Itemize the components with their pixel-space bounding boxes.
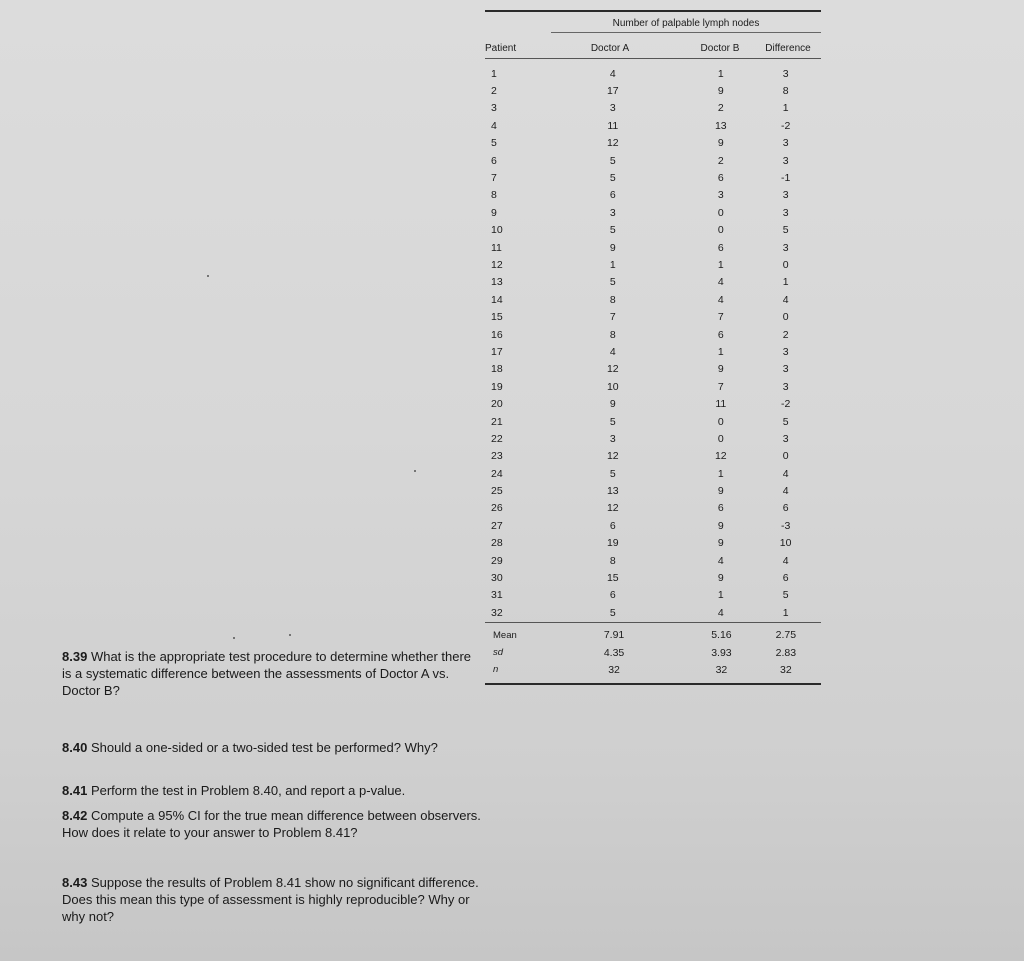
doctor-a-cell: 6 <box>609 589 616 602</box>
stats-row <box>485 661 821 678</box>
doctor-b-cell: 6 <box>717 172 724 185</box>
patient-cell: 31 <box>491 589 503 602</box>
patient-cell: 4 <box>491 119 497 132</box>
doctor-a-cell: 12 <box>606 363 619 376</box>
doctor-b-cell: 2 <box>717 102 724 115</box>
speck-mark <box>207 275 209 277</box>
table-body <box>485 59 821 622</box>
table-row <box>485 587 821 604</box>
difference-cell: 3 <box>782 345 789 358</box>
patient-cell: 6 <box>491 154 497 167</box>
table-row <box>485 222 821 239</box>
header-patient: Patient <box>485 43 517 54</box>
problem-8-41 <box>62 782 487 799</box>
doctor-a-cell: 6 <box>609 189 616 202</box>
difference-cell: -2 <box>780 119 791 132</box>
difference-cell: 4 <box>782 485 789 498</box>
difference-cell: 5 <box>782 415 789 428</box>
stat-difference: 2.75 <box>775 629 797 642</box>
table-row <box>485 152 821 169</box>
difference-cell: 4 <box>782 467 789 480</box>
doctor-a-cell: 12 <box>606 137 619 150</box>
problem-number: 8.39 <box>62 649 88 664</box>
table-row <box>485 343 821 360</box>
difference-cell: -1 <box>780 172 791 185</box>
problem-text: Compute a 95% CI for the true mean difference between observers. How does it relate to your answer to Problem 8.41? <box>62 808 481 841</box>
patient-cell: 25 <box>491 485 503 498</box>
difference-cell: 0 <box>782 450 789 463</box>
difference-cell: 3 <box>782 67 789 80</box>
stat-doctor-a: 4.35 <box>603 646 625 659</box>
stat-label: n <box>493 664 499 676</box>
doctor-b-cell: 4 <box>717 276 724 289</box>
doctor-b-cell: 4 <box>717 293 724 306</box>
doctor-b-cell: 0 <box>717 432 724 445</box>
table-row <box>485 482 821 499</box>
difference-cell: 0 <box>782 311 789 324</box>
stat-label: Mean <box>493 629 517 641</box>
problem-text: Should a one-sided or a two-sided test be performed? Why? <box>90 740 438 755</box>
table-row <box>485 308 821 325</box>
doctor-a-cell: 9 <box>609 241 616 254</box>
difference-cell: 5 <box>782 589 789 602</box>
table-row <box>485 135 821 152</box>
doctor-b-cell: 0 <box>717 206 724 219</box>
stats-row <box>485 644 821 661</box>
difference-cell: 4 <box>782 554 789 567</box>
speck-mark <box>233 637 235 639</box>
problem-text: Suppose the results of Problem 8.41 show no significant difference. Does this mean this type of assessment is highly reproducible? Why or why not? <box>62 875 479 925</box>
doctor-a-cell: 8 <box>609 554 616 567</box>
difference-cell: 3 <box>782 241 789 254</box>
table-row <box>485 552 821 569</box>
doctor-a-cell: 4 <box>609 67 616 80</box>
patient-cell: 16 <box>491 328 503 341</box>
patient-cell: 23 <box>491 450 503 463</box>
doctor-a-cell: 1 <box>609 258 616 271</box>
patient-cell: 24 <box>491 467 503 480</box>
difference-cell: 3 <box>782 432 789 445</box>
difference-cell: 10 <box>779 537 792 550</box>
doctor-a-cell: 11 <box>607 119 619 132</box>
difference-cell: 3 <box>782 137 789 150</box>
doctor-b-cell: 4 <box>717 606 724 619</box>
table-row <box>485 430 821 447</box>
doctor-b-cell: 7 <box>717 380 724 393</box>
doctor-b-cell: 7 <box>717 311 724 324</box>
doctor-b-cell: 12 <box>714 450 727 463</box>
doctor-b-cell: 4 <box>717 554 724 567</box>
doctor-a-cell: 17 <box>606 85 619 98</box>
problem-number: 8.43 <box>62 875 88 890</box>
difference-cell: 0 <box>782 258 789 271</box>
stat-doctor-b: 5.16 <box>711 629 732 642</box>
stat-label: sd <box>493 647 504 659</box>
patient-cell: 22 <box>491 432 503 445</box>
difference-cell: 1 <box>782 606 789 619</box>
patient-cell: 12 <box>491 258 503 271</box>
doctor-b-cell: 9 <box>717 85 724 98</box>
doctor-a-cell: 7 <box>609 311 616 324</box>
doctor-b-cell: 9 <box>717 363 724 376</box>
problem-8-40 <box>62 739 487 756</box>
table-row <box>485 378 821 395</box>
table-row <box>485 291 821 308</box>
problem-text: What is the appropriate test procedure to determine whether there is a systematic difference between the assessments of Doctor A vs. Doctor B? <box>62 649 472 699</box>
patient-cell: 8 <box>491 189 497 202</box>
patient-cell: 30 <box>491 572 503 585</box>
doctor-b-cell: 13 <box>714 119 727 132</box>
table-bottom-rule <box>485 683 821 685</box>
doctor-b-cell: 6 <box>717 328 724 341</box>
doctor-a-cell: 8 <box>609 293 616 306</box>
difference-cell: 2 <box>782 328 789 341</box>
doctor-b-cell: 1 <box>717 345 724 358</box>
stat-doctor-b: 32 <box>715 663 728 676</box>
table-row <box>485 604 821 621</box>
table-row <box>485 361 821 378</box>
doctor-b-cell: 6 <box>717 241 724 254</box>
stat-doctor-a: 7.91 <box>603 629 625 642</box>
doctor-b-cell: 2 <box>717 154 724 167</box>
table-row <box>485 500 821 517</box>
doctor-b-cell: 9 <box>717 519 724 532</box>
patient-cell: 28 <box>491 537 503 550</box>
stat-doctor-b: 3.93 <box>711 646 732 659</box>
doctor-b-cell: 1 <box>717 258 724 271</box>
speck-mark <box>414 470 416 472</box>
header-doctor-b: Doctor B <box>700 43 740 54</box>
stat-difference: 2.83 <box>775 646 797 659</box>
difference-cell: 1 <box>782 102 789 115</box>
table-stats <box>485 623 821 679</box>
doctor-a-cell: 10 <box>606 380 619 393</box>
patient-cell: 21 <box>491 415 503 428</box>
doctor-b-cell: 0 <box>717 224 724 237</box>
table-row <box>485 274 821 291</box>
table-row <box>485 239 821 256</box>
difference-cell: 1 <box>782 276 789 289</box>
table-row <box>485 100 821 117</box>
table-row <box>485 256 821 273</box>
problem-text: Perform the test in Problem 8.40, and report a p-value. <box>90 783 406 798</box>
patient-cell: 7 <box>491 172 497 185</box>
doctor-b-cell: 1 <box>717 467 724 480</box>
doctor-a-cell: 5 <box>609 276 616 289</box>
problem-8-43 <box>62 874 487 926</box>
doctor-b-cell: 11 <box>715 398 727 411</box>
doctor-a-cell: 5 <box>609 606 616 619</box>
table-row <box>485 395 821 412</box>
table-row <box>485 82 821 99</box>
doctor-a-cell: 5 <box>609 172 616 185</box>
patient-cell: 5 <box>491 137 497 150</box>
patient-cell: 2 <box>491 85 497 98</box>
patient-cell: 13 <box>491 276 503 289</box>
difference-cell: 6 <box>782 502 789 515</box>
table-row <box>485 535 821 552</box>
doctor-a-cell: 5 <box>609 154 616 167</box>
problem-number: 8.41 <box>62 783 88 798</box>
doctor-b-cell: 9 <box>717 485 724 498</box>
patient-cell: 9 <box>491 206 497 219</box>
problem-number: 8.42 <box>62 808 88 823</box>
doctor-b-cell: 0 <box>717 415 724 428</box>
doctor-a-cell: 9 <box>609 398 616 411</box>
doctor-a-cell: 4 <box>609 345 616 358</box>
patient-cell: 10 <box>491 224 503 237</box>
table-row <box>485 465 821 482</box>
difference-cell: 3 <box>782 380 789 393</box>
patient-cell: 27 <box>491 519 503 532</box>
table-header-row <box>485 33 821 58</box>
table-row <box>485 117 821 134</box>
difference-cell: 6 <box>782 572 789 585</box>
difference-cell: 5 <box>782 224 789 237</box>
table-row <box>485 204 821 221</box>
difference-cell: 4 <box>782 293 789 306</box>
doctor-b-cell: 6 <box>717 502 724 515</box>
doctor-a-cell: 15 <box>606 572 619 585</box>
table-row <box>485 413 821 430</box>
table-row <box>485 65 821 82</box>
table-row <box>485 569 821 586</box>
difference-cell: 3 <box>782 154 789 167</box>
doctor-a-cell: 12 <box>606 450 619 463</box>
doctor-b-cell: 9 <box>717 572 724 585</box>
problem-8-42 <box>62 807 487 841</box>
stat-doctor-a: 32 <box>608 663 620 676</box>
speck-mark <box>289 634 291 636</box>
doctor-a-cell: 8 <box>609 328 616 341</box>
table-row <box>485 517 821 534</box>
table-row <box>485 187 821 204</box>
problem-number: 8.40 <box>62 740 88 755</box>
difference-cell: -3 <box>780 519 791 532</box>
table-row <box>485 448 821 465</box>
patient-cell: 14 <box>491 293 503 306</box>
patient-cell: 20 <box>491 398 503 411</box>
table-row <box>485 326 821 343</box>
doctor-a-cell: 6 <box>609 519 616 532</box>
doctor-b-cell: 9 <box>717 137 724 150</box>
patient-cell: 15 <box>491 311 503 324</box>
lymph-node-table <box>485 10 821 685</box>
difference-cell: 3 <box>782 189 789 202</box>
difference-cell: -2 <box>780 398 791 411</box>
patient-cell: 19 <box>491 380 503 393</box>
doctor-a-cell: 19 <box>606 537 619 550</box>
doctor-b-cell: 3 <box>717 189 724 202</box>
header-doctor-a: Doctor A <box>590 43 630 54</box>
difference-cell: 3 <box>782 206 789 219</box>
patient-cell: 32 <box>491 606 503 619</box>
table-row <box>485 169 821 186</box>
header-difference: Difference <box>765 43 811 54</box>
patient-cell: 18 <box>491 363 503 376</box>
difference-cell: 3 <box>782 363 789 376</box>
doctor-b-cell: 1 <box>717 67 724 80</box>
patient-cell: 11 <box>491 241 502 254</box>
patient-cell: 17 <box>491 345 503 358</box>
patient-cell: 1 <box>491 67 497 80</box>
table-spanner-heading: Number of palpable lymph nodes <box>612 18 760 29</box>
difference-cell: 8 <box>782 85 789 98</box>
doctor-a-cell: 13 <box>606 485 619 498</box>
stats-row <box>485 627 821 644</box>
stat-difference: 32 <box>780 663 792 676</box>
doctor-a-cell: 12 <box>606 502 619 515</box>
doctor-a-cell: 3 <box>609 432 616 445</box>
doctor-b-cell: 1 <box>717 589 724 602</box>
patient-cell: 3 <box>491 102 497 115</box>
doctor-a-cell: 5 <box>609 415 616 428</box>
doctor-a-cell: 5 <box>609 467 616 480</box>
doctor-a-cell: 3 <box>609 102 616 115</box>
doctor-a-cell: 5 <box>609 224 616 237</box>
doctor-b-cell: 9 <box>717 537 724 550</box>
problem-8-39 <box>62 648 482 700</box>
doctor-a-cell: 3 <box>609 206 616 219</box>
patient-cell: 29 <box>491 554 503 567</box>
patient-cell: 26 <box>491 502 503 515</box>
